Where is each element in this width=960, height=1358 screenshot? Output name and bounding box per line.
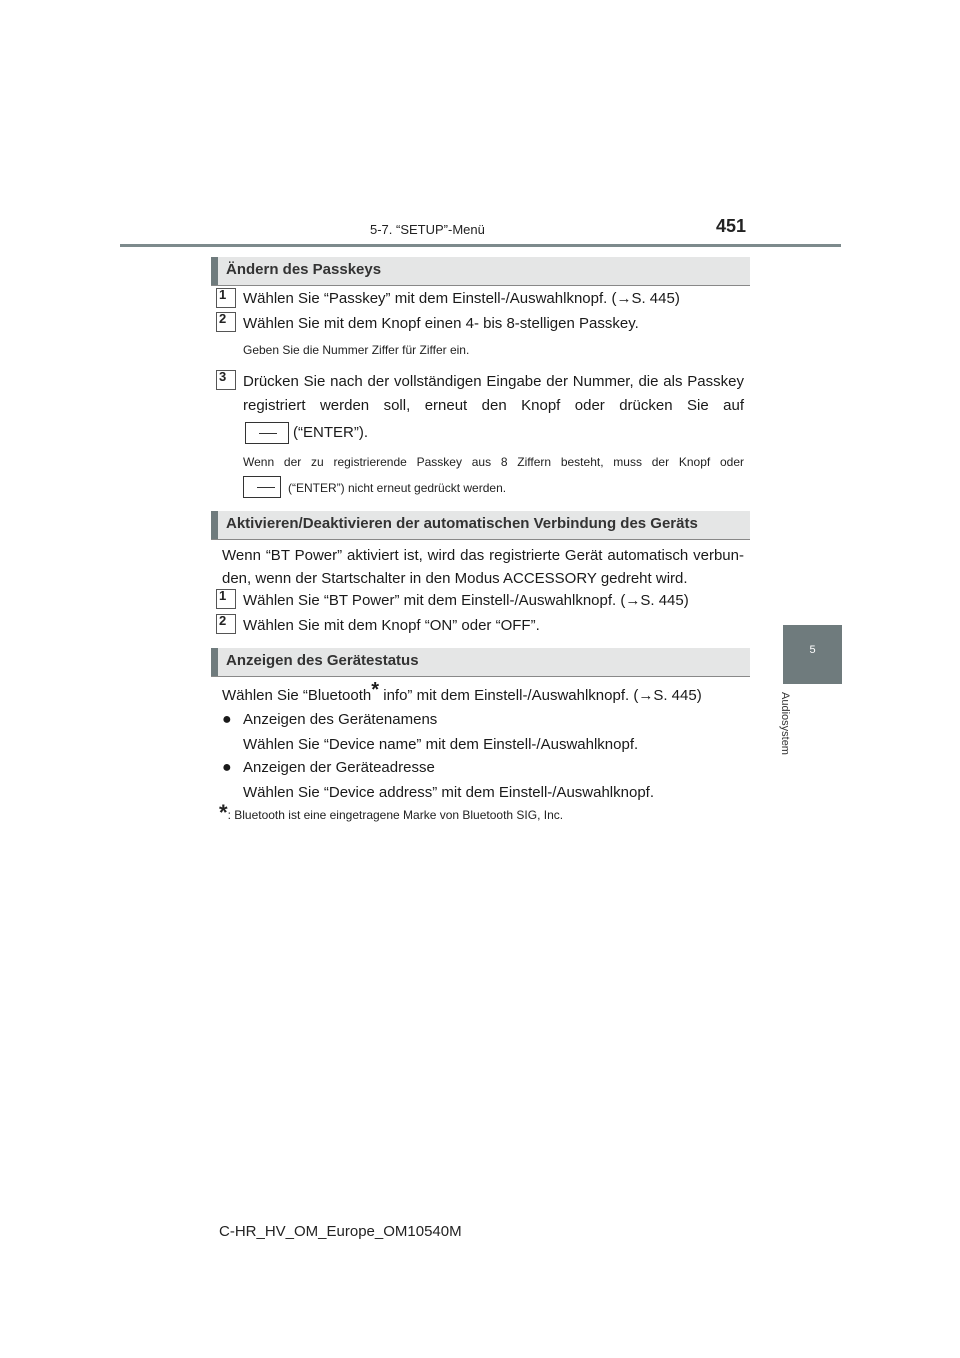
header-rule bbox=[120, 244, 841, 247]
step-text: Wählen Sie mit dem Knopf einen 4- bis 8-stelligen Passkey. bbox=[243, 315, 639, 332]
intro-text: den, wenn der Startschalter in den Modus ACCESSORY gedreht wird. bbox=[222, 570, 688, 587]
step-number: 2 bbox=[216, 312, 236, 332]
bullet-title: Anzeigen des Gerätenamens bbox=[243, 711, 438, 728]
document-id: C-HR_HV_OM_Europe_OM10540M bbox=[219, 1223, 462, 1240]
bullet-icon: ● bbox=[222, 759, 232, 776]
intro-text-part: info” mit dem Einstell-/Auswahlknopf. (→S. 445) bbox=[379, 687, 702, 704]
chapter-tab: 5 bbox=[783, 625, 842, 684]
step-number: 2 bbox=[216, 614, 236, 634]
section-rule bbox=[211, 676, 750, 677]
footnote bbox=[219, 800, 564, 825]
bullet-text: Wählen Sie “Device address” mit dem Einstell-/Auswahlknopf. bbox=[243, 784, 654, 801]
footnote-marker: * bbox=[219, 800, 228, 825]
bullet-text: Wählen Sie “Device name” mit dem Einstell-/Auswahlknopf. bbox=[243, 736, 639, 753]
step-text: Wählen Sie “Passkey” mit dem Einstell-/Auswahlknopf. (→S. 445) bbox=[243, 290, 680, 307]
enter-button-icon bbox=[245, 422, 289, 444]
step-text: Drücken Sie nach der vollständigen Eingabe der Nummer, die als Passkey bbox=[243, 373, 744, 390]
page-number: 451 bbox=[716, 216, 747, 236]
intro-text-part: Wählen Sie “Bluetooth bbox=[222, 687, 372, 704]
step-number: 1 bbox=[216, 589, 236, 609]
footnote-text: : Bluetooth ist eine eingetragene Marke von Bluetooth SIG, Inc. bbox=[227, 808, 564, 822]
section-heading-device-status bbox=[211, 648, 750, 676]
intro-text: Wenn “BT Power” aktiviert ist, wird das registrierte Gerät automatisch verbun- bbox=[222, 547, 744, 564]
step-number: 3 bbox=[216, 370, 236, 390]
step-note: Geben Sie die Nummer Ziffer für Ziffer ein. bbox=[243, 343, 470, 357]
section-title: Anzeigen des Gerätestatus bbox=[226, 652, 419, 669]
section-heading-auto-connect bbox=[211, 511, 750, 539]
bullet-icon: ● bbox=[222, 711, 232, 728]
bullet-title: Anzeigen der Geräteadresse bbox=[243, 759, 435, 776]
enter-button-icon bbox=[243, 476, 281, 498]
step-text: registriert werden soll, erneut den Knopf oder drücken Sie auf bbox=[243, 397, 744, 414]
step-text: Wählen Sie “BT Power” mit dem Einstell-/Auswahlknopf. (→S. 445) bbox=[243, 592, 689, 609]
step-number: 1 bbox=[216, 288, 236, 308]
section-header: 5-7. “SETUP”-Menü bbox=[370, 222, 485, 237]
footnote-marker: * bbox=[371, 679, 380, 701]
step-text: (“ENTER”). bbox=[293, 424, 368, 441]
section-rule bbox=[211, 539, 750, 540]
section-title: Ändern des Passkeys bbox=[226, 261, 382, 278]
intro-text bbox=[222, 679, 702, 708]
chapter-label-text: Audiosystem bbox=[779, 692, 791, 755]
step-note: Wenn der zu registrierende Passkey aus 8 Ziffern besteht, muss der Knopf oder bbox=[243, 455, 744, 469]
step-text: Wählen Sie mit dem Knopf “ON” oder “OFF”. bbox=[243, 617, 540, 634]
chapter-label bbox=[779, 692, 803, 772]
section-title: Aktivieren/Deaktivieren der automatischen Verbindung des Geräts bbox=[226, 515, 698, 532]
section-heading-passkey bbox=[211, 257, 750, 285]
step-note: (“ENTER”) nicht erneut gedrückt werden. bbox=[288, 481, 507, 495]
